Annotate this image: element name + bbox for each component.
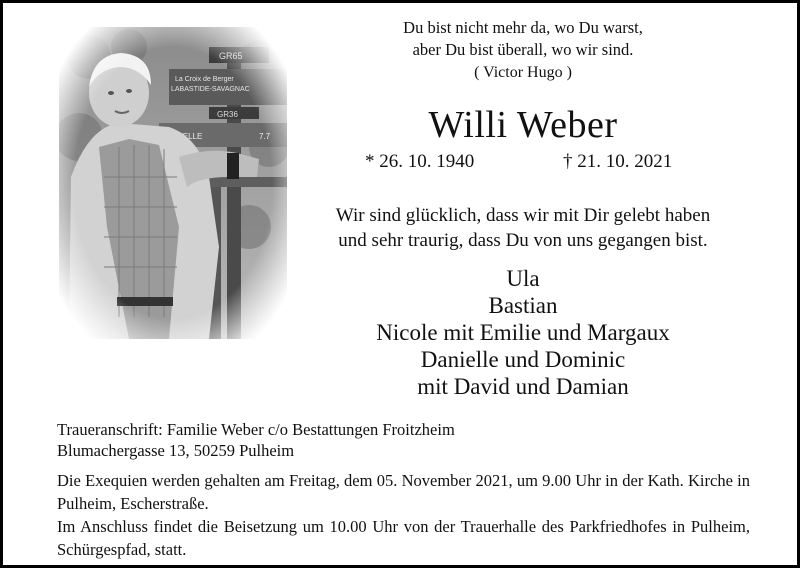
message-line: und sehr traurig, dass Du von uns gegangen bist. — [338, 230, 708, 251]
address-line: Blumachergasse 13, 50259 Pulheim — [57, 441, 295, 460]
death-date: † 21. 10. 2021 — [563, 151, 673, 172]
service-paragraph: Die Exequien werden gehalten am Freitag, dem 05. November 2021, um 9.00 Uhr in der Kath. Kirche in Pulheim, Escherstraße. — [57, 471, 750, 513]
family-member: Nicole mit Emilie und Margaux — [376, 320, 670, 345]
quote-line: aber Du bist überall, wo wir sind. — [412, 40, 634, 59]
quote-line: Du bist nicht mehr da, wo Du warst, — [403, 18, 643, 37]
address-line: Traueranschrift: Familie Weber c/o Bestattungen Froitzheim — [57, 420, 455, 439]
service-paragraph: Im Anschluss findet die Beisetzung um 10.00 Uhr von der Trauerhalle des Parkfriedhofes in Pulheim, Schürgespfad, statt. — [57, 517, 750, 559]
family-member: Danielle und Dominic — [420, 347, 626, 372]
service-info — [57, 469, 750, 561]
mourning-address — [57, 419, 757, 461]
quote — [333, 17, 713, 61]
quote-author: ( Victor Hugo ) — [474, 64, 572, 81]
farewell-message — [303, 203, 743, 253]
family-list — [303, 265, 743, 400]
family-member: mit David und Damian — [417, 374, 629, 399]
birth-date: * 26. 10. 1940 — [365, 151, 475, 172]
deceased-name: Willi Weber — [428, 104, 618, 146]
family-member: Ula — [506, 266, 540, 291]
family-member: Bastian — [488, 293, 558, 318]
message-line: Wir sind glücklich, dass wir mit Dir gelebt haben — [335, 205, 711, 226]
portrait-photo — [59, 27, 287, 339]
